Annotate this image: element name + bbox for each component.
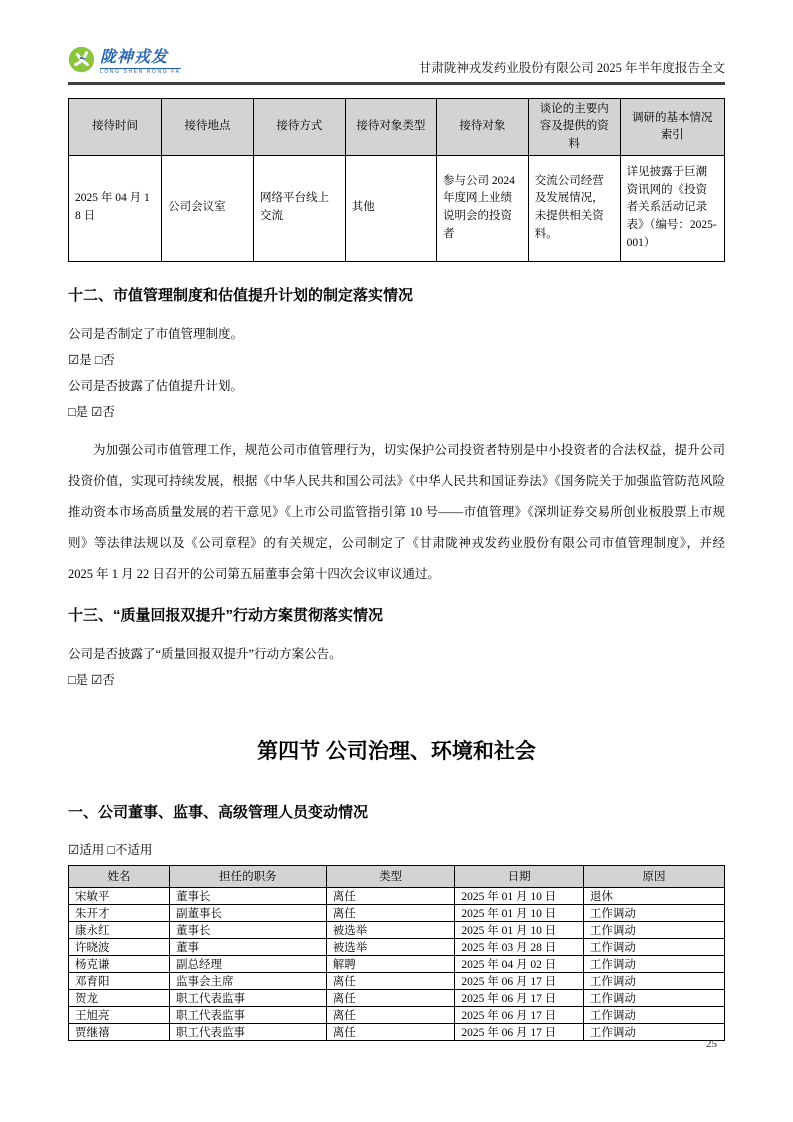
table-cell: 交流公司经营及发展情况，未提供相关资料。: [528, 155, 620, 261]
table-cell: 宋敏平: [69, 887, 170, 904]
table-cell: 2025 年 01 月 10 日: [455, 921, 584, 938]
company-logo-en-text: LONG SHEN RONG FA: [100, 68, 181, 75]
table-cell: 副总经理: [170, 955, 327, 972]
checkbox-answer-valuation-plan: □是 ☑否: [68, 404, 115, 419]
table-cell: 职工代表监事: [170, 1023, 327, 1040]
section-13-title: 十三、“质量回报双提升”行动方案贯彻落实情况: [68, 606, 384, 624]
table-cell: 工作调动: [583, 938, 724, 955]
table-cell: 离任: [326, 904, 455, 921]
checkbox-applicability: ☑适用 □不适用: [68, 842, 153, 857]
personnel-change-table: [68, 865, 725, 1041]
section-12-title: 十二、市值管理制度和估值提升计划的制定落实情况: [68, 286, 414, 304]
table-cell: 退休: [583, 887, 724, 904]
section-12-questions: [68, 321, 725, 425]
table-cell: 邓育阳: [69, 972, 170, 989]
table-row: [69, 1023, 725, 1040]
table-cell: 贾继禧: [69, 1023, 170, 1040]
table-cell: 离任: [326, 887, 455, 904]
column-header: 类型: [326, 865, 455, 887]
table-cell: 职工代表监事: [170, 1006, 327, 1023]
table-row: [69, 904, 725, 921]
section-1-title: 一、公司董事、监事、高级管理人员变动情况: [68, 803, 369, 821]
table-cell: 职工代表监事: [170, 989, 327, 1006]
company-logo-icon: [68, 46, 95, 78]
table-cell: 工作调动: [583, 1006, 724, 1023]
section-13-questions: [68, 641, 725, 693]
table-cell: 贺龙: [69, 989, 170, 1006]
table-cell: 离任: [326, 972, 455, 989]
table-cell: 2025 年 04 月 18 日: [69, 155, 162, 261]
table-cell: 2025 年 04 月 02 日: [455, 955, 584, 972]
table-cell: 工作调动: [583, 955, 724, 972]
table-cell: 工作调动: [583, 1023, 724, 1040]
table-cell: 工作调动: [583, 972, 724, 989]
table-cell: 2025 年 01 月 10 日: [455, 887, 584, 904]
table-row: [69, 1006, 725, 1023]
column-header: 担任的职务: [170, 865, 327, 887]
table-cell: 董事长: [170, 887, 327, 904]
table-cell: 朱开才: [69, 904, 170, 921]
column-header: 原因: [583, 865, 724, 887]
table-cell: 公司会议室: [162, 155, 254, 261]
table-cell: 2025 年 06 月 17 日: [455, 1006, 584, 1023]
column-header: 接待对象类型: [345, 99, 436, 156]
table-cell: 网络平台线上交流: [253, 155, 345, 261]
table-cell: 2025 年 06 月 17 日: [455, 972, 584, 989]
column-header: 日期: [455, 865, 584, 887]
table-row: [69, 921, 725, 938]
table-cell: 离任: [326, 989, 455, 1006]
column-header: 姓名: [69, 865, 170, 887]
table-cell: 2025 年 01 月 10 日: [455, 904, 584, 921]
table-cell: 被选举: [326, 921, 455, 938]
table-cell: 2025 年 06 月 17 日: [455, 989, 584, 1006]
column-header: 接待方式: [253, 99, 345, 156]
table-cell: 副董事长: [170, 904, 327, 921]
table-cell: 许晓波: [69, 938, 170, 955]
table-cell: 杨克谦: [69, 955, 170, 972]
table-cell: 工作调动: [583, 989, 724, 1006]
table-cell: 详见披露于巨潮资讯网的《投资者关系活动记录表》（编号：2025-001）: [620, 155, 724, 261]
table-header-row: [69, 865, 725, 887]
table-cell: 康永红: [69, 921, 170, 938]
column-header: 接待对象: [436, 99, 528, 156]
page-header: [68, 46, 725, 78]
table-cell: 监事会主席: [170, 972, 327, 989]
table-cell: 离任: [326, 1006, 455, 1023]
table-row: [69, 989, 725, 1006]
chapter-4-title: 第四节 公司治理、环境和社会: [257, 739, 536, 763]
table-cell: 王旭亮: [69, 1006, 170, 1023]
table-cell: 其他: [345, 155, 436, 261]
table-row: [69, 155, 725, 261]
table-cell: 2025 年 03 月 28 日: [455, 938, 584, 955]
table-row: [69, 955, 725, 972]
table-row: [69, 972, 725, 989]
table-row: [69, 938, 725, 955]
question-quality-return-plan: 公司是否披露了“质量回报双提升”行动方案公告。: [68, 646, 342, 661]
table-cell: 离任: [326, 1023, 455, 1040]
document-title: 甘肃陇神戎发药业股份有限公司 2025 年半年度报告全文: [418, 61, 725, 75]
reception-table: [68, 98, 725, 262]
section-12-paragraph: 为加强公司市值管理工作，规范公司市值管理行为，切实保护公司投资者特别是中小投资者的合法权益，提升公司投资价值，实现可持续发展，根据《中华人民共和国公司法》《中华人民共和国证券法》《国务院关于加强监管防范风险推动资本市场高质量发展的若干意见》《上市公司监管指引第 10 号——市值管理》《深圳证券交易所创业板股票上市规则》等法律法规以及《公司章程》的有关规定，公司制定了《甘肃陇神戎发药业股份有限公司市值管理制度》，并经 2025 年 1 月 22 日召开的公司第五届董事会第十四次会议审议通过。: [68, 442, 725, 581]
company-logo-cn-text: 陇神戎发: [100, 48, 169, 66]
table-cell: 董事: [170, 938, 327, 955]
table-cell: 参与公司 2024 年度网上业绩说明会的投资者: [436, 155, 528, 261]
table-cell: 工作调动: [583, 904, 724, 921]
checkbox-answer-quality-return-plan: □是 ☑否: [68, 672, 115, 687]
table-header-row: [69, 99, 725, 156]
header-divider: [68, 82, 725, 85]
table-cell: 被选举: [326, 938, 455, 955]
table-cell: 董事长: [170, 921, 327, 938]
page-number: 25: [706, 1038, 717, 1050]
column-header: 接待地点: [162, 99, 254, 156]
table-cell: 2025 年 06 月 17 日: [455, 1023, 584, 1040]
table-cell: 解聘: [326, 955, 455, 972]
checkbox-answer-market-value-system: ☑是 □否: [68, 352, 115, 367]
company-logo: [68, 46, 181, 78]
column-header: 接待时间: [69, 99, 162, 156]
table-row: [69, 887, 725, 904]
question-market-value-system: 公司是否制定了市值管理制度。: [68, 326, 244, 341]
column-header: 调研的基本情况索引: [620, 99, 724, 156]
table-cell: 工作调动: [583, 921, 724, 938]
column-header: 谈论的主要内容及提供的资料: [528, 99, 620, 156]
question-valuation-plan: 公司是否披露了估值提升计划。: [68, 378, 244, 393]
